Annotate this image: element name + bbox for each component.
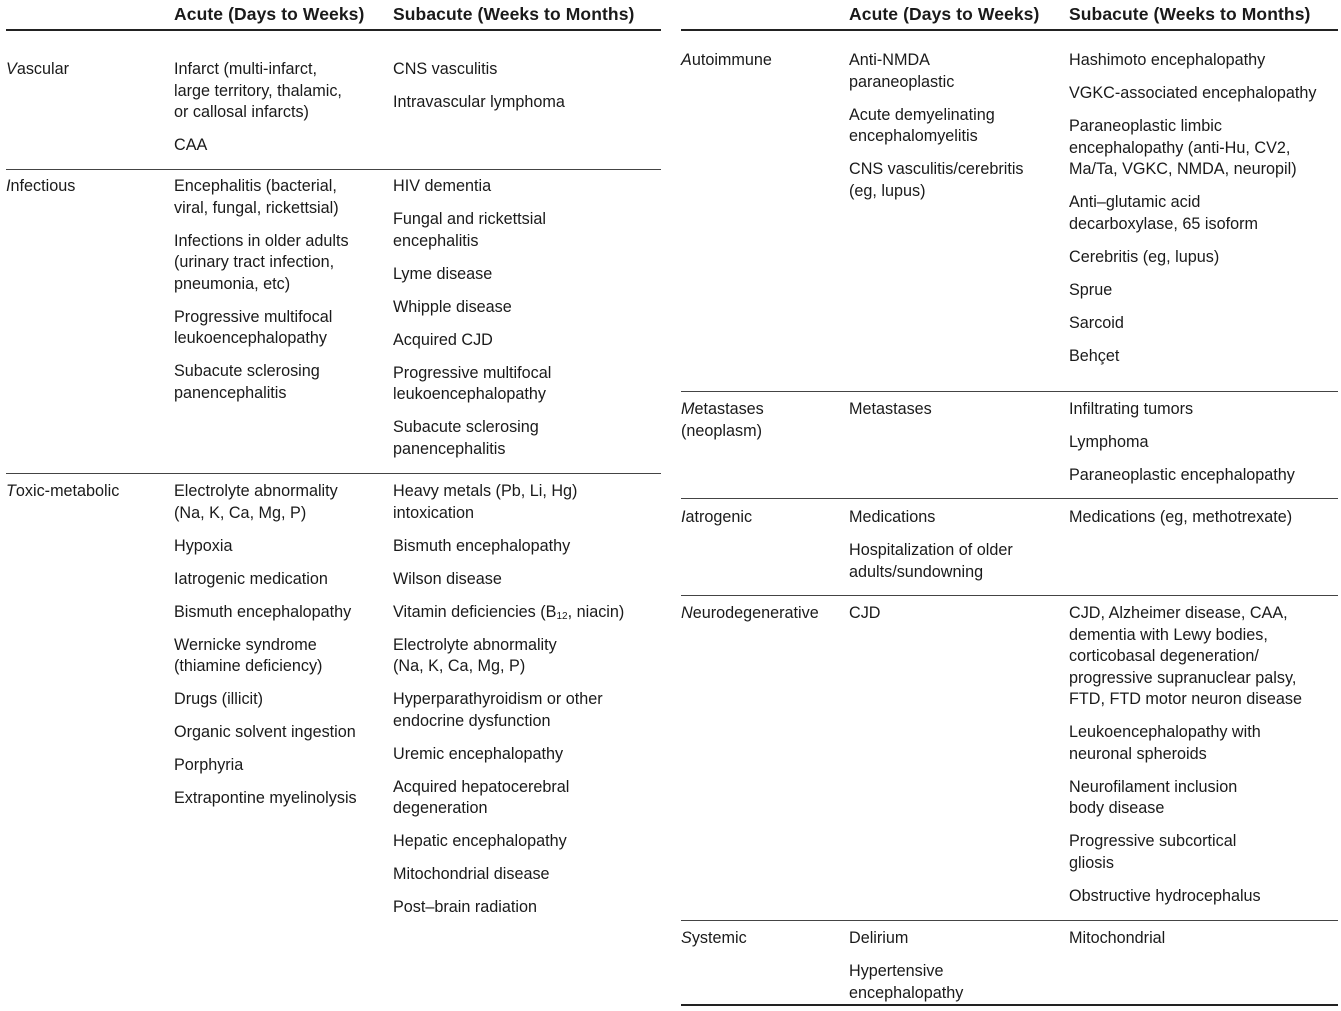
list-item: Post–brain radiation	[393, 898, 537, 916]
list-item: Organic solvent ingestion	[174, 723, 356, 741]
acute-cell	[849, 928, 1059, 1004]
list-item: Infections in older adults (urinary tract infection, pneumonia, etc)	[174, 231, 349, 293]
category-label: Metastases (neoplasm)	[681, 400, 764, 440]
top-rule	[681, 29, 1338, 31]
list-item: Fungal and rickettsial encephalitis	[393, 210, 546, 250]
acute-cell	[174, 59, 384, 157]
list-item: Anti-NMDA paraneoplastic	[849, 51, 955, 91]
list-item: Obstructive hydrocephalus	[1069, 886, 1261, 905]
header-acute: Acute (Days to Weeks)	[174, 4, 365, 24]
list-item: Infarct (multi-infarct, large territory, thalamic, or callosal infarcts)	[174, 60, 342, 121]
list-item: Heavy metals (Pb, Li, Hg) intoxication	[393, 482, 578, 522]
acute-cell	[174, 481, 384, 810]
list-item: Paraneoplastic limbic encephalopathy (anti-Hu, CV2, Ma/Ta, VGKC, NMDA, neuropil)	[1069, 117, 1297, 178]
list-item: Behçet	[1069, 346, 1120, 365]
list-item: Uremic encephalopathy	[393, 744, 564, 763]
row-separator	[681, 595, 1338, 596]
list-item: Lymphoma	[1069, 433, 1149, 451]
subacute-cell	[1069, 50, 1337, 367]
category-label: Systemic	[681, 929, 747, 947]
list-item: Encephalitis (bacterial, viral, fungal, rickettsial)	[174, 177, 339, 217]
list-item: Wilson disease	[393, 569, 502, 588]
list-item: Porphyria	[174, 756, 244, 774]
list-item: Paraneoplastic encephalopathy	[1069, 466, 1295, 484]
category-label: Vascular	[6, 60, 69, 78]
category-label: Autoimmune	[681, 51, 772, 69]
acute-cell	[174, 176, 384, 404]
list-item: Acquired hepatocerebral degeneration	[393, 777, 570, 817]
list-item: Delirium	[849, 929, 909, 947]
row-separator	[681, 920, 1338, 921]
list-item: VGKC-associated encephalopathy	[1069, 84, 1317, 102]
category-label: Toxic-metabolic	[6, 482, 120, 500]
list-item: Cerebritis (eg, lupus)	[1069, 247, 1220, 266]
list-item: Sarcoid	[1069, 313, 1124, 332]
list-item: Medications	[849, 508, 936, 526]
subacute-cell	[1069, 603, 1337, 907]
subacute-cell	[1069, 928, 1337, 950]
list-item: Mitochondrial	[1069, 929, 1166, 947]
subacute-cell	[1069, 507, 1337, 529]
list-item: Electrolyte abnormality (Na, K, Ca, Mg, P)	[393, 635, 557, 675]
subacute-cell	[393, 59, 661, 114]
list-item: Infiltrating tumors	[1069, 400, 1194, 418]
list-item: Sprue	[1069, 280, 1113, 299]
list-item: CNS vasculitis/cerebritis (eg, lupus)	[849, 160, 1024, 200]
list-item: Anti–glutamic acid decarboxylase, 65 isoform	[1069, 193, 1258, 233]
list-item: Bismuth encephalopathy	[393, 536, 571, 555]
list-item: CAA	[174, 136, 208, 154]
bottom-rule	[681, 1004, 1338, 1006]
list-item: Hospitalization of older adults/sundowning	[849, 541, 1013, 581]
subacute-cell	[1069, 399, 1337, 487]
list-item: Bismuth encephalopathy	[174, 602, 352, 621]
list-item: HIV dementia	[393, 177, 492, 195]
list-item: Mitochondrial disease	[393, 865, 550, 883]
list-item: Hashimoto encephalopathy	[1069, 51, 1266, 69]
header-subacute: Subacute (Weeks to Months)	[393, 4, 635, 24]
list-item: Hepatic encephalopathy	[393, 832, 567, 850]
header-subacute: Subacute (Weeks to Months)	[1069, 4, 1311, 24]
list-item: CJD, Alzheimer disease, CAA, dementia with Lewy bodies, corticobasal degeneration/ progressive supranuclear palsy, FTD, FTD motor neuron disease	[1069, 604, 1302, 708]
list-item: Drugs (illicit)	[174, 690, 264, 708]
subacute-cell	[393, 176, 661, 460]
acute-cell	[849, 50, 1059, 202]
list-item: Acquired CJD	[393, 330, 493, 349]
category-label: Neurodegenerative	[681, 604, 819, 622]
list-item: Progressive multifocal leukoencephalopathy	[174, 307, 333, 347]
list-item: CNS vasculitis	[393, 60, 498, 78]
list-item: Progressive subcortical gliosis	[1069, 832, 1237, 872]
list-item: Hypertensive encephalopathy	[849, 962, 964, 1002]
acute-cell	[849, 399, 1059, 421]
list-item: Electrolyte abnormality (Na, K, Ca, Mg, P)	[174, 482, 338, 522]
list-item: Intravascular lymphoma	[393, 93, 565, 111]
list-item: Subacute sclerosing panencephalitis	[393, 418, 539, 458]
header-acute: Acute (Days to Weeks)	[849, 4, 1040, 24]
acute-cell	[849, 507, 1059, 583]
row-separator	[6, 473, 661, 474]
list-item: Progressive multifocal leukoencephalopathy	[393, 363, 552, 403]
list-item: Hyperparathyroidism or other endocrine dysfunction	[393, 690, 603, 730]
list-item: Wernicke syndrome (thiamine deficiency)	[174, 635, 323, 675]
list-item: Iatrogenic medication	[174, 569, 328, 588]
list-item: Subacute sclerosing panencephalitis	[174, 362, 320, 402]
category-label: Infectious	[6, 177, 76, 195]
list-item: Whipple disease	[393, 297, 512, 316]
row-separator	[681, 498, 1338, 499]
list-item: Lyme disease	[393, 264, 493, 283]
list-item: CJD	[849, 604, 881, 622]
list-item: Neurofilament inclusion body disease	[1069, 777, 1238, 817]
list-item: Extrapontine myelinolysis	[174, 789, 357, 807]
list-item: Hypoxia	[174, 536, 233, 555]
list-item: Vitamin deficiencies ($B_{12}$, niacin)	[393, 602, 625, 622]
list-item: Medications (eg, methotrexate)	[1069, 508, 1293, 526]
subacute-cell	[393, 481, 661, 919]
acute-cell	[849, 603, 1059, 625]
row-separator	[6, 169, 661, 170]
list-item: Leukoencephalopathy with neuronal spheroids	[1069, 723, 1261, 763]
list-item: Acute demyelinating encephalomyelitis	[849, 105, 995, 145]
category-label: Iatrogenic	[681, 508, 753, 526]
list-item: Metastases	[849, 400, 932, 418]
top-rule	[6, 29, 661, 31]
row-separator	[681, 391, 1338, 392]
